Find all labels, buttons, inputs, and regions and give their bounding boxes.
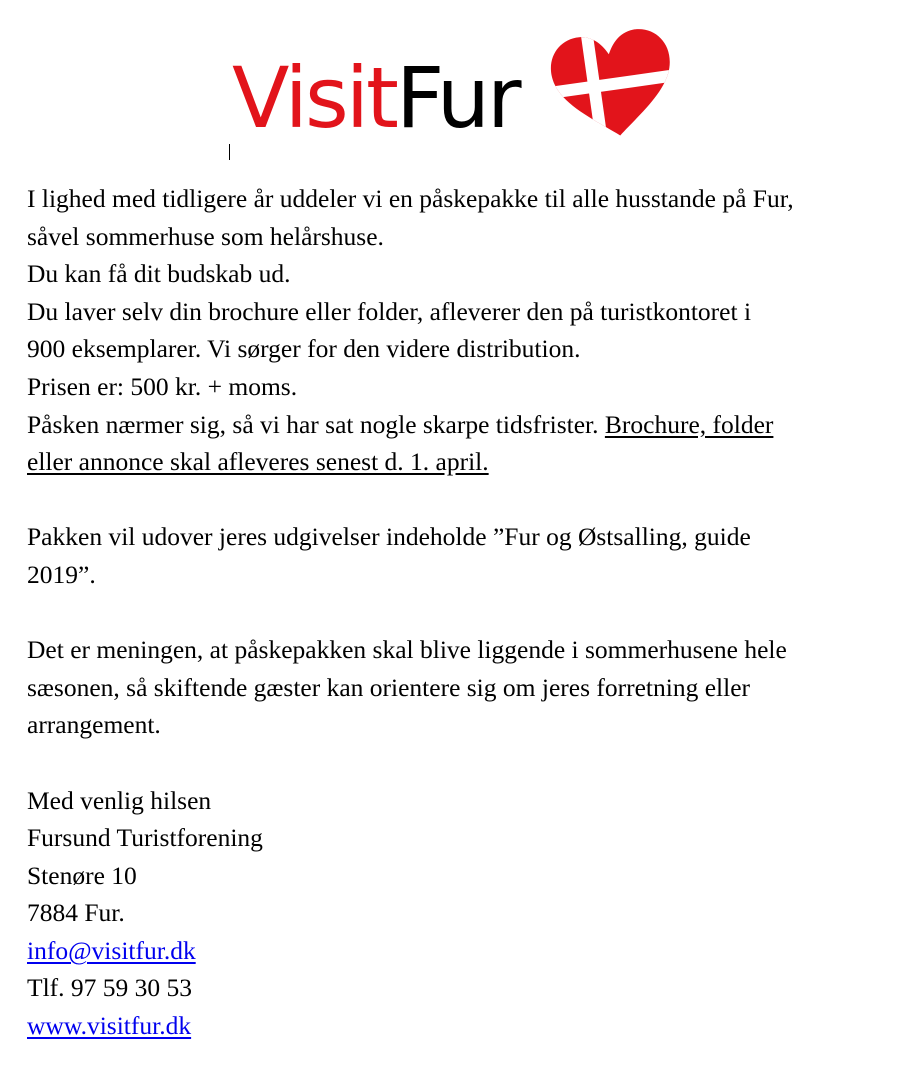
email-link[interactable]: info@visitfur.dk bbox=[27, 935, 196, 965]
signature-phone: Tlf. 97 59 30 53 bbox=[27, 973, 193, 1003]
body-line: såvel sommerhuse som helårshuse. bbox=[27, 221, 384, 251]
paragraph-gap bbox=[27, 744, 897, 782]
text-cursor bbox=[229, 144, 230, 160]
body-line: Du laver selv din brochure eller folder, afleverer den på turistkontoret i bbox=[27, 296, 752, 326]
paragraph-gap bbox=[27, 481, 897, 519]
deadline-emphasis: Brochure, folder bbox=[604, 409, 774, 439]
deadline-intro: Påsken nærmer sig, så vi har sat nogle skarpe tidsfrister. bbox=[27, 409, 605, 439]
letter-body bbox=[27, 180, 897, 1045]
heart-flag-icon bbox=[550, 28, 676, 140]
logo-fur-text: Fur bbox=[396, 49, 519, 147]
signature-org: Fursund Turistforening bbox=[27, 823, 263, 853]
signature-street: Stenøre 10 bbox=[27, 860, 137, 890]
signature-website-line bbox=[27, 1007, 897, 1045]
body-line: 2019”. bbox=[27, 559, 96, 589]
body-line: 900 eksemplarer. Vi sørger for den videre distribution. bbox=[27, 334, 581, 364]
body-line: Du kan få dit budskab ud. bbox=[27, 259, 291, 289]
visitfur-logo bbox=[232, 28, 692, 148]
website-link[interactable]: www.visitfur.dk bbox=[27, 1011, 192, 1041]
signature-email-line bbox=[27, 932, 897, 970]
body-line: arrangement. bbox=[27, 710, 161, 740]
deadline-line bbox=[27, 406, 897, 444]
body-line: Pakken vil udover jeres udgivelser indeholde ”Fur og Østsalling, guide bbox=[27, 522, 751, 552]
logo-wordmark bbox=[232, 49, 519, 147]
signature-greeting: Med venlig hilsen bbox=[27, 785, 212, 815]
body-line: Det er meningen, at påskepakken skal blive liggende i sommerhusene hele bbox=[27, 635, 787, 665]
deadline-line bbox=[27, 443, 897, 481]
body-line: I lighed med tidligere år uddeler vi en påskepakke til alle husstande på Fur, bbox=[27, 184, 794, 213]
paragraph-gap bbox=[27, 594, 897, 632]
body-line: sæsonen, så skiftende gæster kan orientere sig om jeres forretning eller bbox=[27, 672, 751, 702]
price-line: Prisen er: 500 kr. + moms. bbox=[27, 371, 298, 401]
logo-visit-text: Visit bbox=[232, 49, 396, 147]
deadline-emphasis: eller annonce skal afleveres senest d. 1. april. bbox=[27, 447, 489, 477]
signature-city: 7884 Fur. bbox=[27, 898, 125, 928]
